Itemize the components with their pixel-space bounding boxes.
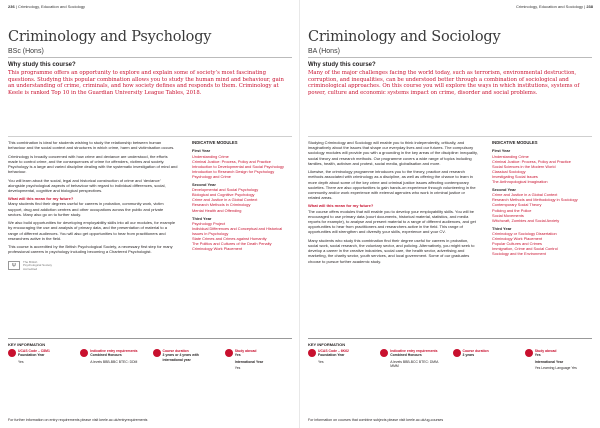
paragraph: This course is accredited by the British Psychological Society, a necessary first step for many professional careers in psychology including becoming a Chartered Psychologist. [8,244,173,255]
divider [308,57,592,58]
right-page [300,0,600,428]
module-item: Immigration, Crime and Social Control [492,246,558,252]
careers-heading: What will this mean for my future? [8,196,74,202]
paragraph: We also build opportunities for developing employability skills into all our modules, for example by encouraging the use and analysis of primary data, and the presentation of material to a range of different audiences. You will also get opportunities to hear from practitioners and researchers active in the field. [8,220,176,241]
paragraph: The course offers modules that will enable you to develop your employability skills. You will be encouraged to use primary data (court documents, historical material, statistics, and media reports for example), to analyse and present material to a range of different audiences, and get opportunities to hear from practitioners and researchers active in the field. This range of opportunities will strengthen and diversify your skills, experience and your CV. [308,208,476,235]
divider [8,338,292,339]
module-item: The Anthropological Imagination [492,179,548,185]
page-number: 236 [8,4,15,9]
key-info-item: Indicative entry requirements Combined Honours A levels BBB-BBC BTEC: DDM [80,349,147,371]
page-number: 238 [586,4,593,9]
key-info [308,349,592,371]
module-item: Crime and Justice in a Global Context [192,197,258,203]
course-description [8,140,178,271]
module-item: Criminology Work Placement [492,236,543,242]
module-item: Criminology or Sociology Dissertation [492,230,557,236]
divider [308,136,592,137]
module-item: Contemporary Social Theory [492,202,542,208]
module-item: Introduction to Developmental and Social Psychology [192,163,284,169]
logo-caption: The British Psychological Society Accredited [23,259,53,271]
module-list [492,231,588,256]
module-item: Understanding Crime [492,153,529,159]
module-item: Psychology Project [192,220,226,226]
module-item: Psychology and Crime [192,173,231,179]
modules-heading: INDICATIVE MODULES [192,140,238,145]
paragraph: Criminology is broadly concerned with how crime and deviance are understood, the efforts made to control crime, and the consequences of crime for offenders, victims and society. Psychology is a large and varied discipline dealing with the systematic investigation of mind and behaviour. [8,153,178,175]
divider [8,136,292,137]
key-info-item: Course duration 3 years or 4 years with international year [153,349,220,371]
module-item: Criminology Work Placement [192,246,243,252]
key-info-item: Study abroad Yes International Year Yes Learning Language Yes [525,349,592,371]
year-label: Third Year [492,225,512,231]
bps-logo-icon: Ψ [8,261,20,270]
key-info-heading: KEY INFORMATION [8,342,46,347]
module-list [492,192,588,222]
study-abroad-icon [225,349,233,357]
course-title: Criminology and Psychology [8,29,212,45]
year-label: Third Year [192,215,212,221]
module-item: Investigating Social Issues [492,173,538,179]
year-label: Second Year [192,182,216,188]
paragraph: Many students find their degrees useful for careers in probation, community work, victim support, drug and addiction centres and other occupations across the public and private sectors. Many also go on to further study. [8,201,164,217]
divider [8,57,292,58]
module-item: Criminal Justice: Process, Policy and Practice [492,158,571,164]
module-item: Popular Cultures and Crimes [492,241,542,247]
module-item: Crime and Justice in a Global Context [492,192,558,198]
paragraph: Studying Criminology and Sociology will enable you to think independently, critically, and imaginatively about the issues that shape our everyday lives and our futures. The compulsory sociology modules will provide you with a grounding in the key areas of the discipline: inequality, social theory and research methods. Our programme covers a wide range of topics including families, health, activism and protest, social media, globalisation and more. [308,140,478,166]
paragraph: This combination is ideal for students wishing to study the relationship between human behaviour and the social context and structures in which crime, harm and victimisation occurs. [8,140,175,151]
modules-heading: INDICATIVE MODULES [492,140,538,145]
why-study-text: This programme offers an opportunity to explore and explain some of society’s most fascinating questions. Studying this popular combination allows you to study the human mind and behaviour, gain an understanding of crime, criminals, and how society defines and responds to them. Criminology at Keele is ranked Top 10 in the Guardian University League Tables, 2018. [8,70,284,96]
module-item: Witchcraft, Zombies and Social Anxiety [492,217,560,223]
duration-icon [453,349,461,357]
footer-note: For information on courses that combine subjects please visit keele.ac.uk/ug-courses [308,418,444,422]
why-study-heading: Why study this course? [8,62,76,68]
why-study-text: Many of the major challenges facing the world today, such as terrorism, environmental destruction, corruption, and inequalities, can be understood better through a combination of sociological and criminological approaches. On this course you will explore the ways in which institutions, systems of power, culture and economic systems impact on crime, disorder and social problems. [308,70,580,96]
module-item: Understanding Crime [192,153,229,159]
module-list [492,154,588,184]
running-head: Criminology, Education and Sociology | 238 [515,4,593,9]
module-item: Introduction to Research Design for Psychology [192,168,275,174]
course-title: Criminology and Sociology [308,29,501,45]
module-item: Biological and Cognitive Psychology [192,192,255,198]
accreditation-logo [8,261,178,272]
study-abroad-icon [525,349,533,357]
module-list [192,221,288,251]
module-item: Policing and the Police [492,207,532,213]
indicative-modules [492,140,588,256]
module-item: Research Methods and Methodology in Sociology [492,197,578,203]
module-item: Developmental and Social Psychology [192,187,259,193]
paragraph: You will learn about the social, legal and historical construction of crime and ‘deviance’ alongside psychological aspects of behaviour with regard to individual differences, social, developmental, cognitive and biological perspectives. [8,177,166,193]
section-name: Criminology, Education and Sociology [515,4,584,9]
paragraph: Many students who study this combination find their degree useful for careers in probation, social work, social research, the voluntary sector, and policing. Alternatively, you might seek to develop a career in the creative industries, social care, the health sector, advertising and marketing, the charity sector, youth services, and local government. Some of our graduates choose to pursue further academic study. [308,237,475,264]
module-item: Criminal Justice: Process, Policy and Practice [192,158,271,164]
entry-requirements-icon [380,349,388,357]
module-item: Individual Differences and Conceptual and Historical Issues in Psychology [192,225,283,236]
section-name: Criminology, Education and Sociology [17,4,86,9]
ucas-icon [308,349,316,357]
key-info-item: UCAS Code – C8M1 Foundation Year Yes [8,349,75,371]
key-info-item: Course duration 3 years [453,349,520,371]
module-item: Social Movements [492,212,524,218]
course-award: BA (Hons) [308,48,340,55]
module-item: Classical Sociology [492,168,526,174]
duration-icon [153,349,161,357]
module-list [192,187,288,212]
module-item: Social Sciences in the Modern World [492,163,556,169]
careers-heading: What will this mean for my future? [308,203,374,209]
module-item: The Politics and Cultures of the Death Penalty [192,241,272,247]
module-item: Mental Health and Offending [192,207,242,213]
course-award: BSc (Hons) [8,48,44,55]
divider [308,338,592,339]
key-info-item: UCAS Code – 6K62 Foundation Year Yes [308,349,375,371]
module-list [192,154,288,179]
footer-note: For further information on entry requirements please visit keele.ac.uk/entryrequirements [8,418,148,422]
paragraph: Likewise, the criminology programme introduces you to the theory, practice and research methods associated with criminology as a discipline, as well as offering the chance to learn in more depth about some of the key crime and criminal justice issues affecting contemporary societies. There are also opportunities to gain hands-on experience through volunteering in the community and/or work experience with external agencies who work in criminal justice or related areas. [308,169,476,201]
key-info [8,349,292,371]
indicative-modules [192,140,288,251]
year-label: First Year [192,148,211,154]
entry-requirements-icon [80,349,88,357]
year-label: First Year [492,148,511,154]
key-info-item: Indicative entry requirements Combined Honours A levels BBB-BCC BTEC: DMM-MMM [380,349,447,371]
year-label: Second Year [492,187,516,193]
ucas-icon [8,349,16,357]
module-item: Sociology and the Environment [492,251,546,257]
key-info-heading: KEY INFORMATION [308,342,346,347]
running-head: 236 | Criminology, Education and Sociology [8,4,86,9]
key-info-item: Study abroad Yes International Year Yes [225,349,292,371]
course-description [308,140,478,267]
why-study-heading: Why study this course? [308,62,376,68]
module-item: Research Methods in Criminology [192,202,251,208]
module-item: State Crimes and Crimes against Humanity [192,236,267,242]
